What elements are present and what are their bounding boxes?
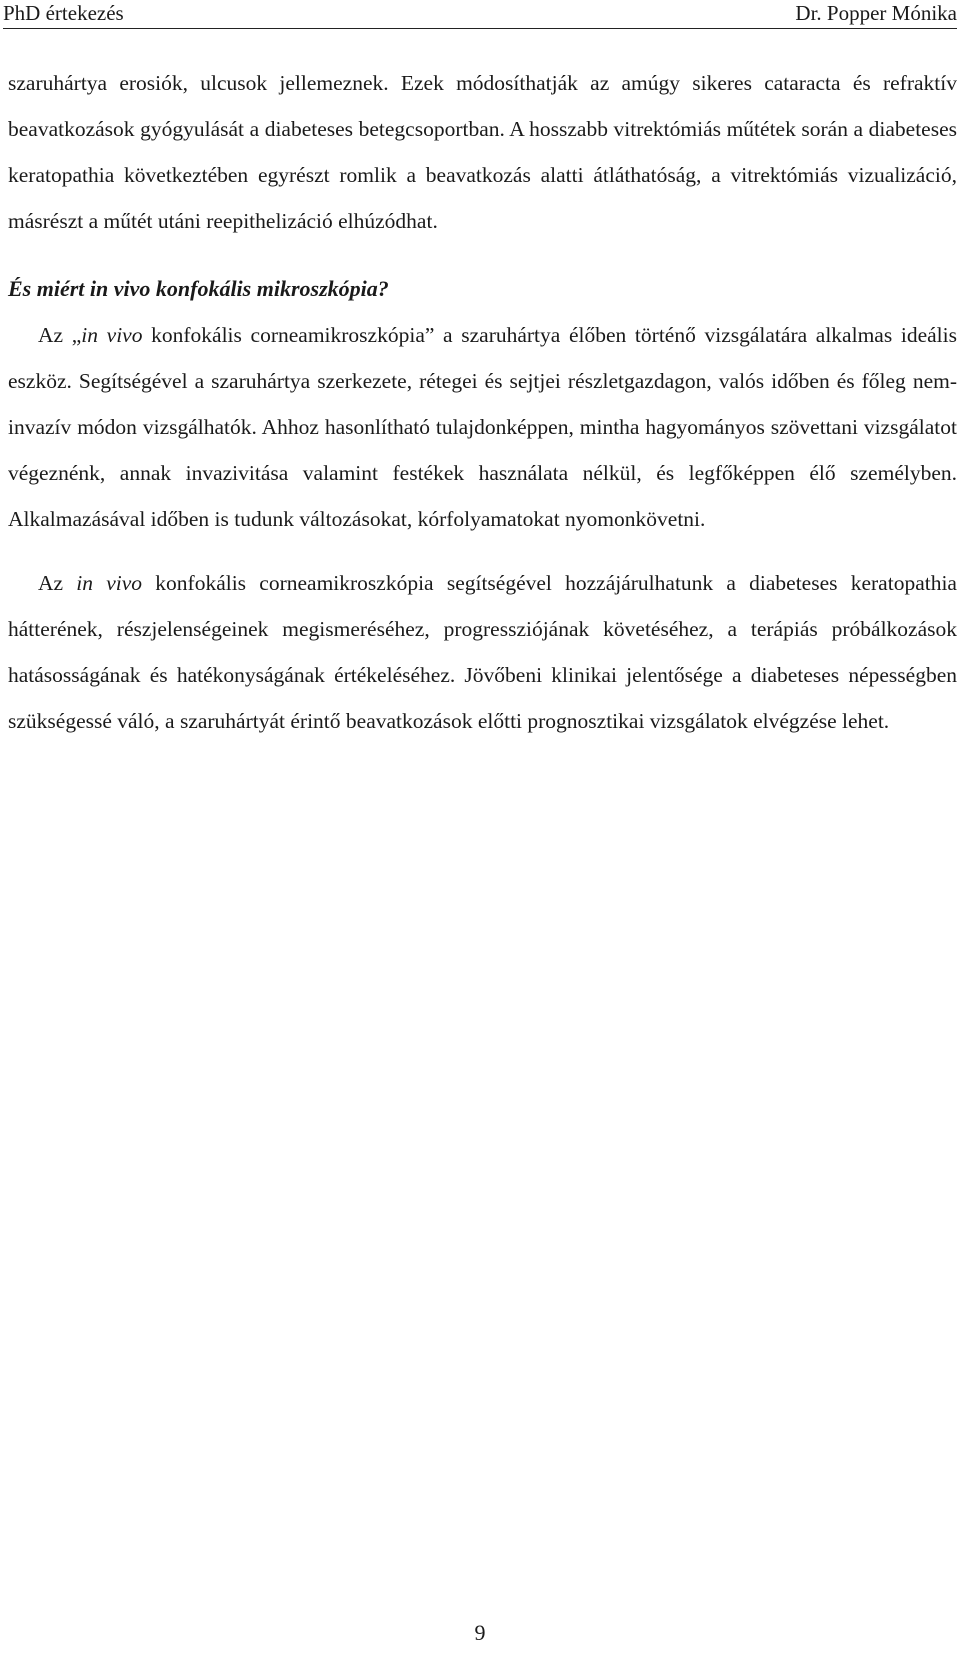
paragraph-3-rest: konfokális corneamikroszkópia segítségével hozzájárulhatunk a diabeteses keratopathia hátterének, részjelenségeinek megismeréséhez, progressziójának követéséhez, a terápiás próbálkozások hatásosságának és hatékonyságának értékeléséhez. Jövőbeni klinikai jelentősége a diabeteses népességben szükségessé váló, a szaruhártyát érintő beavatkozások előtti prognosztikai vizsgálatok elvégzése lehet. xyxy=(8,571,957,733)
body-text xyxy=(8,60,957,744)
paragraph-2-quote: „ xyxy=(71,323,82,347)
paragraph-3-prefix: Az xyxy=(38,571,77,595)
header-title: PhD értekezés xyxy=(3,1,124,25)
section-subheading: És miért in vivo konfokális mikroszkópia? xyxy=(8,276,389,301)
paragraph-2-rest: konfokális corneamikroszkópia” a szaruhártya élőben történő vizsgálatára alkalmas ideális eszköz. Segítségével a szaruhártya szerkezete, rétegei és sejtjei részletgazdagon, valós időben és főleg nem-invazív módon vizsgálhatók. Ahhoz hasonlítható tulajdonképpen, mintha hagyományos szövettani vizsgálatot végeznénk, annak invazivitása valamint festékek használata nélkül, és legfőképpen élő személyben. Alkalmazásával időben is tudunk változásokat, kórfolyamatokat nyomonkövetni. xyxy=(8,323,957,531)
page-header xyxy=(3,0,957,29)
paragraph-1: szaruhártya erosiók, ulcusok jellemeznek. Ezek módosíthatják az amúgy sikeres cataracta és refraktív beavatkozások gyógyulását a diabeteses betegcsoportban. A hosszabb vitrektómiás műtétek során a diabeteses keratopathia következtében egyrészt romlik a beavatkozás alatti átláthatóság, a vitrektómiás vizualizáció, másrészt a műtét utáni reepithelizáció elhúzódhat. xyxy=(8,71,957,233)
paragraph-2-italic: in vivo xyxy=(81,323,143,347)
paragraph-3-italic: in vivo xyxy=(76,571,143,595)
paragraph-3 xyxy=(8,560,957,744)
paragraph-2-prefix: Az xyxy=(38,323,72,347)
header-author: Dr. Popper Mónika xyxy=(795,1,957,25)
paragraph-2 xyxy=(8,312,957,542)
page-number: 9 xyxy=(474,1620,486,1645)
